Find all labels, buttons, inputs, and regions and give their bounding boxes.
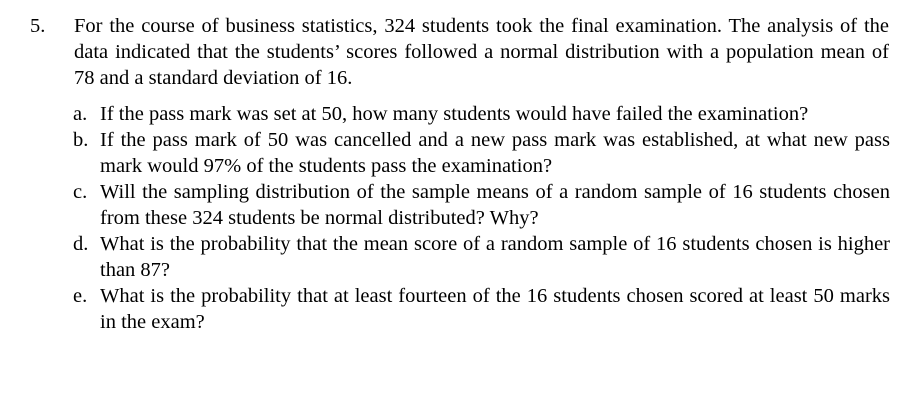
question-stem: For the course of business statistics, 324 students took the final examination. The analysis of the data indicated that the students’ scores followed a normal distribution with a population mean of 78 and a standard deviation of 16.: [74, 15, 889, 89]
part-letter: e.: [73, 285, 88, 307]
part-letter: d.: [73, 233, 89, 255]
part-text: What is the probability that at least fourteen of the 16 students chosen scored at least 50 marks in the exam?: [100, 285, 890, 333]
part-letter: b.: [73, 129, 89, 151]
question-parts-list: [30, 101, 890, 335]
part-letter: a.: [73, 103, 88, 125]
question-number: 5.: [30, 15, 46, 37]
question-part-d: [73, 231, 890, 283]
part-text: What is the probability that the mean score of a random sample of 16 students chosen is higher than 87?: [100, 233, 890, 281]
part-text: If the pass mark was set at 50, how many students would have failed the examination?: [100, 103, 809, 125]
part-text: If the pass mark of 50 was cancelled and a new pass mark was established, at what new pass mark would 97% of the students pass the examination?: [100, 129, 890, 177]
question-part-a: [73, 101, 890, 127]
question-part-b: [73, 127, 890, 179]
question-part-e: [73, 283, 890, 335]
question-block: [30, 13, 890, 335]
part-letter: c.: [73, 181, 88, 203]
part-text: Will the sampling distribution of the sample means of a random sample of 16 students chosen from these 324 students be normal distributed? Why?: [100, 181, 890, 229]
question-part-c: [73, 179, 890, 231]
